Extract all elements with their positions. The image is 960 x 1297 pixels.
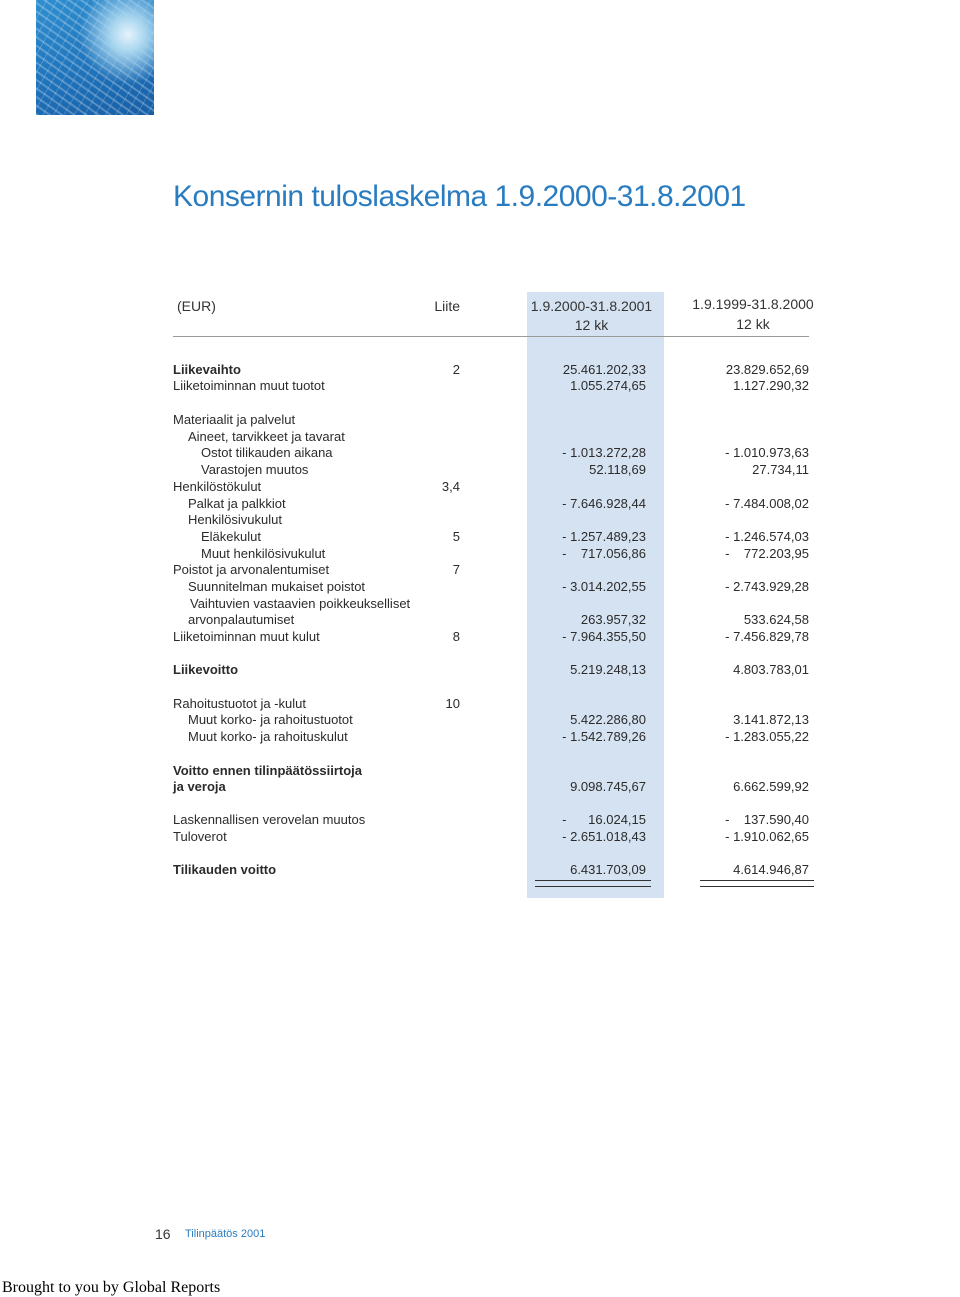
table-row: Ostot tilikauden aikana - 1.013.272,28 - 1.010.973,63 (201, 445, 809, 460)
table-row: Muut henkilösivukulut - 717.056,86 - 772.203,95 (201, 546, 809, 561)
table-row: Liiketoiminnan muut tuotot 1.055.274,65 1.127.290,32 (173, 378, 809, 393)
table-row: Palkat ja palkkiot - 7.646.928,44 - 7.484.008,02 (188, 496, 809, 511)
table-row: Henkilöstökulut 3,4 (173, 479, 460, 494)
table-row: Tilikauden voitto 6.431.703,09 4.614.946,87 (173, 862, 809, 877)
total-double-underline (535, 880, 651, 887)
attribution-text: Brought to you by Global Reports (2, 1279, 221, 1296)
table-row: Liiketoiminnan muut kulut 8 - 7.964.355,50 - 7.456.829,78 (173, 629, 809, 644)
header-rule (173, 336, 809, 337)
page-title: Konsernin tuloslaskelma 1.9.2000-31.8.2001 (173, 180, 746, 213)
table-row: Voitto ennen tilinpäätössiirtoja (173, 763, 362, 778)
table-row: Laskennallisen verovelan muutos - 16.024,15 - 137.590,40 (173, 812, 809, 827)
table-row: Aineet, tarvikkeet ja tavarat (188, 429, 345, 444)
table-row: Materiaalit ja palvelut (173, 412, 296, 427)
page-number: 16 (155, 1226, 171, 1242)
cover-photo (36, 0, 154, 115)
table-row: Liikevoitto 5.219.248,13 4.803.783,01 (173, 662, 809, 677)
table-row: Henkilösivukulut (188, 512, 282, 527)
previous-period-header: 1.9.1999-31.8.2000 (692, 296, 814, 312)
table-row: Varastojen muutos 52.118,69 27.734,11 (201, 462, 809, 477)
unit-header: (EUR) (177, 298, 216, 314)
table-row: Vaihtuvien vastaavien poikkeukselliset (190, 596, 411, 611)
previous-period-months: 12 kk (736, 316, 770, 332)
table-row: Tuloverot - 2.651.018,43 - 1.910.062,65 (173, 829, 809, 844)
publication-name: Tilinpäätös 2001 (185, 1228, 266, 1240)
table-row: Poistot ja arvonalentumiset 7 (173, 562, 460, 577)
table-row: ja veroja 9.098.745,67 6.662.599,92 (173, 779, 809, 794)
current-period-header: 1.9.2000-31.8.2001 (530, 298, 653, 314)
table-row: arvonpalautumiset 263.957,32 533.624,58 (188, 612, 809, 627)
table-row: Eläkekulut 5 - 1.257.489,23 - 1.246.574,03 (201, 529, 809, 544)
table-row: Muut korko- ja rahoituskulut - 1.542.789,26 - 1.283.055,22 (188, 729, 809, 744)
table-row: Muut korko- ja rahoitustuotot 5.422.286,80 3.141.872,13 (188, 712, 809, 727)
total-double-underline (700, 880, 814, 887)
table-row: Suunnitelman mukaiset poistot - 3.014.202,55 - 2.743.929,28 (188, 579, 809, 594)
table-row: Rahoitustuotot ja -kulut 10 (173, 696, 460, 711)
current-period-months: 12 kk (574, 317, 609, 333)
table-row: Liikevaihto 2 25.461.202,33 23.829.652,69 (173, 362, 809, 377)
note-header: Liite (434, 298, 460, 314)
